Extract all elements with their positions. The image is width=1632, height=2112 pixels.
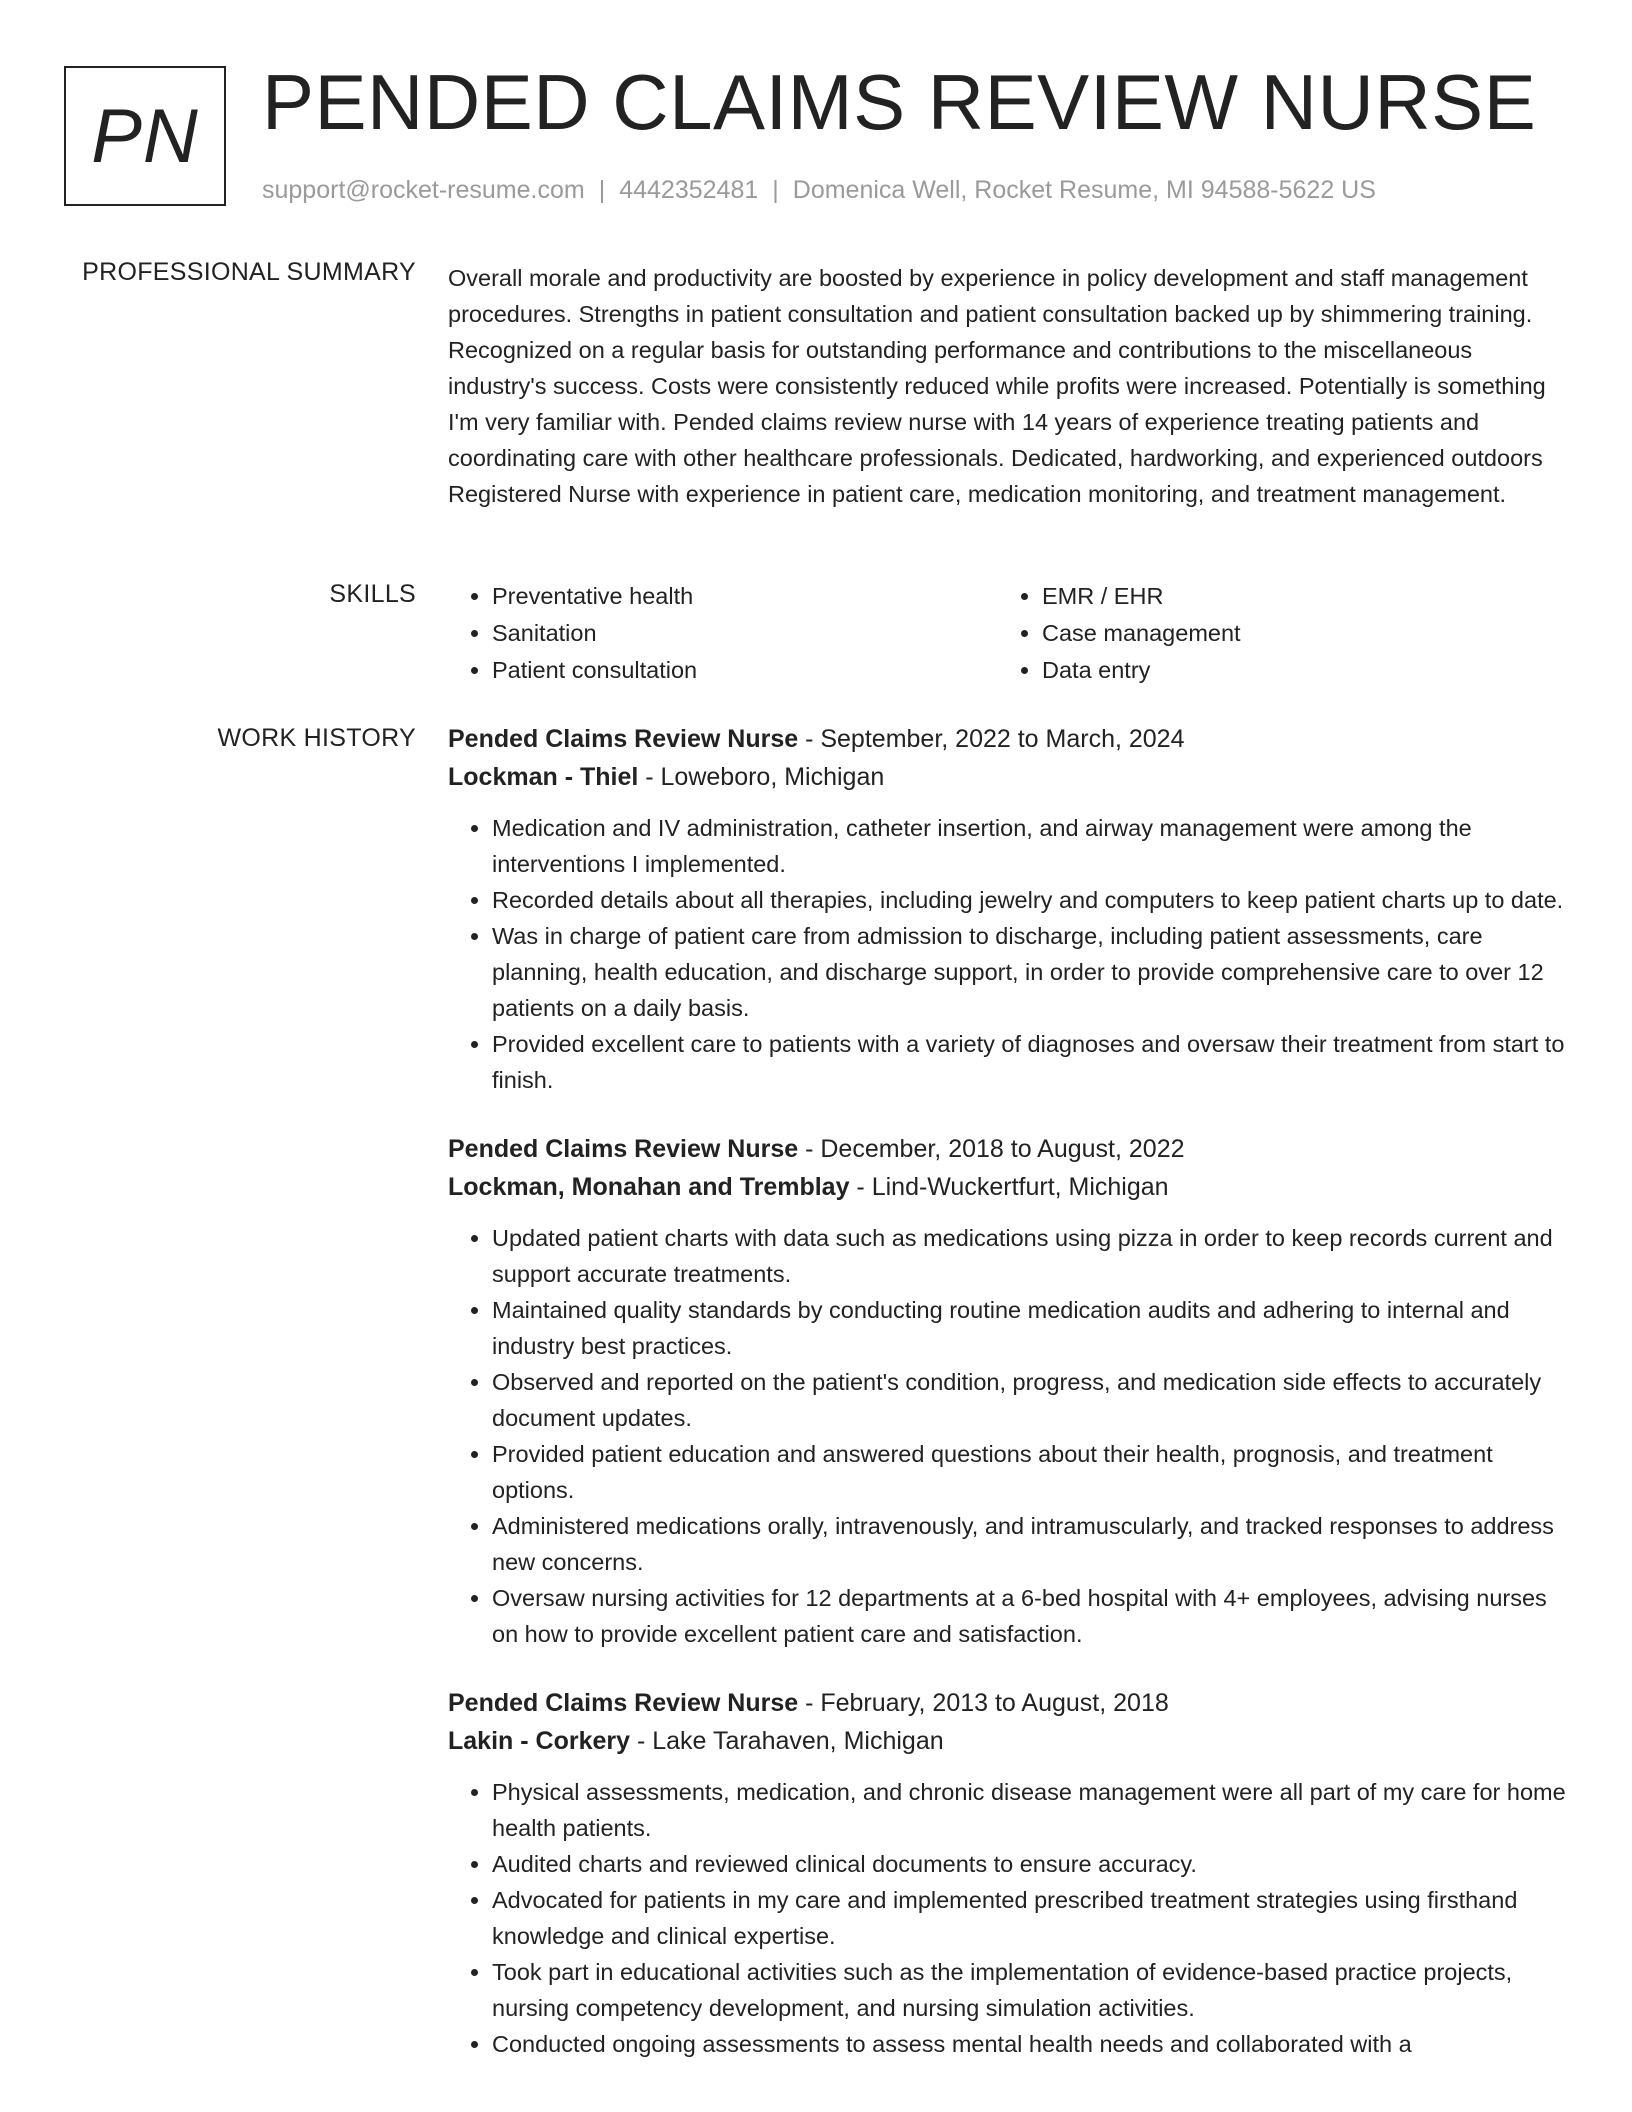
job-company: Lockman - Thiel xyxy=(448,763,639,791)
job-company-line xyxy=(448,758,1568,796)
contact-phone: 4442352481 xyxy=(619,176,759,204)
skill-item: • Data entry xyxy=(1042,652,1548,689)
job-entry xyxy=(448,1130,1568,1652)
job-bullets xyxy=(448,1774,1568,2062)
skill-item: • Sanitation xyxy=(492,615,998,652)
summary-heading: PROFESSIONAL SUMMARY xyxy=(82,258,416,286)
job-location: - Lind-Wuckertfurt, Michigan xyxy=(849,1173,1169,1201)
job-bullet: • Was in charge of patient care from admission to discharge, including patient assessments, care planning, health education, and discharge support, in order to provide comprehensive care to over 12 patients on a daily basis. xyxy=(492,918,1568,1026)
skill-item: • EMR / EHR xyxy=(1042,578,1548,615)
skill-item: • Patient consultation xyxy=(492,652,998,689)
job-bullet: • Administered medications orally, intravenously, and intramuscularly, and tracked responses to address new concerns. xyxy=(492,1508,1568,1580)
monogram-logo: PN xyxy=(64,66,226,206)
job-entry xyxy=(448,720,1568,1098)
job-bullet: • Medication and IV administration, catheter insertion, and airway management were among the interventions I implemented. xyxy=(492,810,1568,882)
job-company: Lakin - Corkery xyxy=(448,1727,631,1755)
job-bullet: • Provided excellent care to patients with a variety of diagnoses and oversaw their treatment from start to finish. xyxy=(492,1026,1568,1098)
job-entry xyxy=(448,1684,1568,2062)
job-bullet: • Conducted ongoing assessments to assess mental health needs and collaborated with a xyxy=(492,2026,1568,2062)
job-company-line xyxy=(448,1722,1568,1760)
job-company-line xyxy=(448,1168,1568,1206)
skills-body xyxy=(448,578,1568,689)
contact-email: support@rocket-resume.com xyxy=(262,176,585,204)
job-title: Pended Claims Review Nurse xyxy=(448,1135,799,1163)
contact-separator: | xyxy=(772,176,779,204)
summary-body xyxy=(448,260,1568,512)
skill-item: • Case management xyxy=(1042,615,1548,652)
job-bullet: • Provided patient education and answered questions about their health, prognosis, and treatment options. xyxy=(492,1436,1568,1508)
job-title: Pended Claims Review Nurse xyxy=(448,725,799,753)
job-title-line xyxy=(448,1130,1568,1168)
job-bullet: • Advocated for patients in my care and implemented prescribed treatment strategies using firsthand knowledge and clinical expertise. xyxy=(492,1882,1568,1954)
skill-item: • Preventative health xyxy=(492,578,998,615)
job-title: Pended Claims Review Nurse xyxy=(448,1689,799,1717)
job-bullet: • Maintained quality standards by conducting routine medication audits and adhering to internal and industry best practices. xyxy=(492,1292,1568,1364)
job-dates: - February, 2013 to August, 2018 xyxy=(798,1689,1169,1717)
job-bullet: • Audited charts and reviewed clinical documents to ensure accuracy. xyxy=(492,1846,1568,1882)
skills-list-right xyxy=(998,578,1548,689)
job-bullet: • Physical assessments, medication, and chronic disease management were all part of my care for home health patients. xyxy=(492,1774,1568,1846)
contact-line xyxy=(262,176,1376,205)
job-dates: - September, 2022 to March, 2024 xyxy=(798,725,1185,753)
job-bullet: • Recorded details about all therapies, including jewelry and computers to keep patient charts up to date. xyxy=(492,882,1568,918)
summary-text: Overall morale and productivity are boosted by experience in policy development and staff management procedures. Strengths in patient consultation and patient consultation backed up by shimmering training. Recognized on a regular basis for outstanding performance and contributions to the miscellaneous industry's success. Costs were consistently reduced while profits were increased. Potentially is something I'm very familiar with. Pended claims review nurse with 14 years of experience treating patients and coordinating care with other healthcare professionals. Dedicated, hardworking, and experienced outdoors Registered Nurse with experience in patient care, medication monitoring, and treatment management. xyxy=(448,265,1546,507)
skills-list-left xyxy=(448,578,998,689)
contact-separator: | xyxy=(598,176,606,204)
job-bullet: • Observed and reported on the patient's condition, progress, and medication side effects to accurately document updates. xyxy=(492,1364,1568,1436)
job-bullets xyxy=(448,810,1568,1098)
job-company: Lockman, Monahan and Tremblay xyxy=(448,1173,850,1201)
job-bullet: • Took part in educational activities such as the implementation of evidence-based practice projects, nursing competency development, and nursing simulation activities. xyxy=(492,1954,1568,2026)
job-dates: - December, 2018 to August, 2022 xyxy=(798,1135,1185,1163)
skills-grid xyxy=(448,578,1568,689)
job-location: - Lake Tarahaven, Michigan xyxy=(630,1727,944,1755)
contact-address: Domenica Well, Rocket Resume, MI 94588-5622 US xyxy=(792,176,1376,204)
job-title-line xyxy=(448,1684,1568,1722)
work-history-heading: WORK HISTORY xyxy=(217,724,416,752)
job-bullets xyxy=(448,1220,1568,1652)
job-bullet: • Updated patient charts with data such as medications using pizza in order to keep records current and support accurate treatments. xyxy=(492,1220,1568,1292)
resume-title: PENDED CLAIMS REVIEW NURSE xyxy=(262,58,1537,146)
skills-heading: SKILLS xyxy=(329,580,416,608)
job-title-line xyxy=(448,720,1568,758)
job-location: - Loweboro, Michigan xyxy=(638,763,885,791)
work-history-body xyxy=(448,720,1568,2094)
job-bullet: • Oversaw nursing activities for 12 departments at a 6-bed hospital with 4+ employees, advising nurses on how to provide excellent patient care and satisfaction. xyxy=(492,1580,1568,1652)
